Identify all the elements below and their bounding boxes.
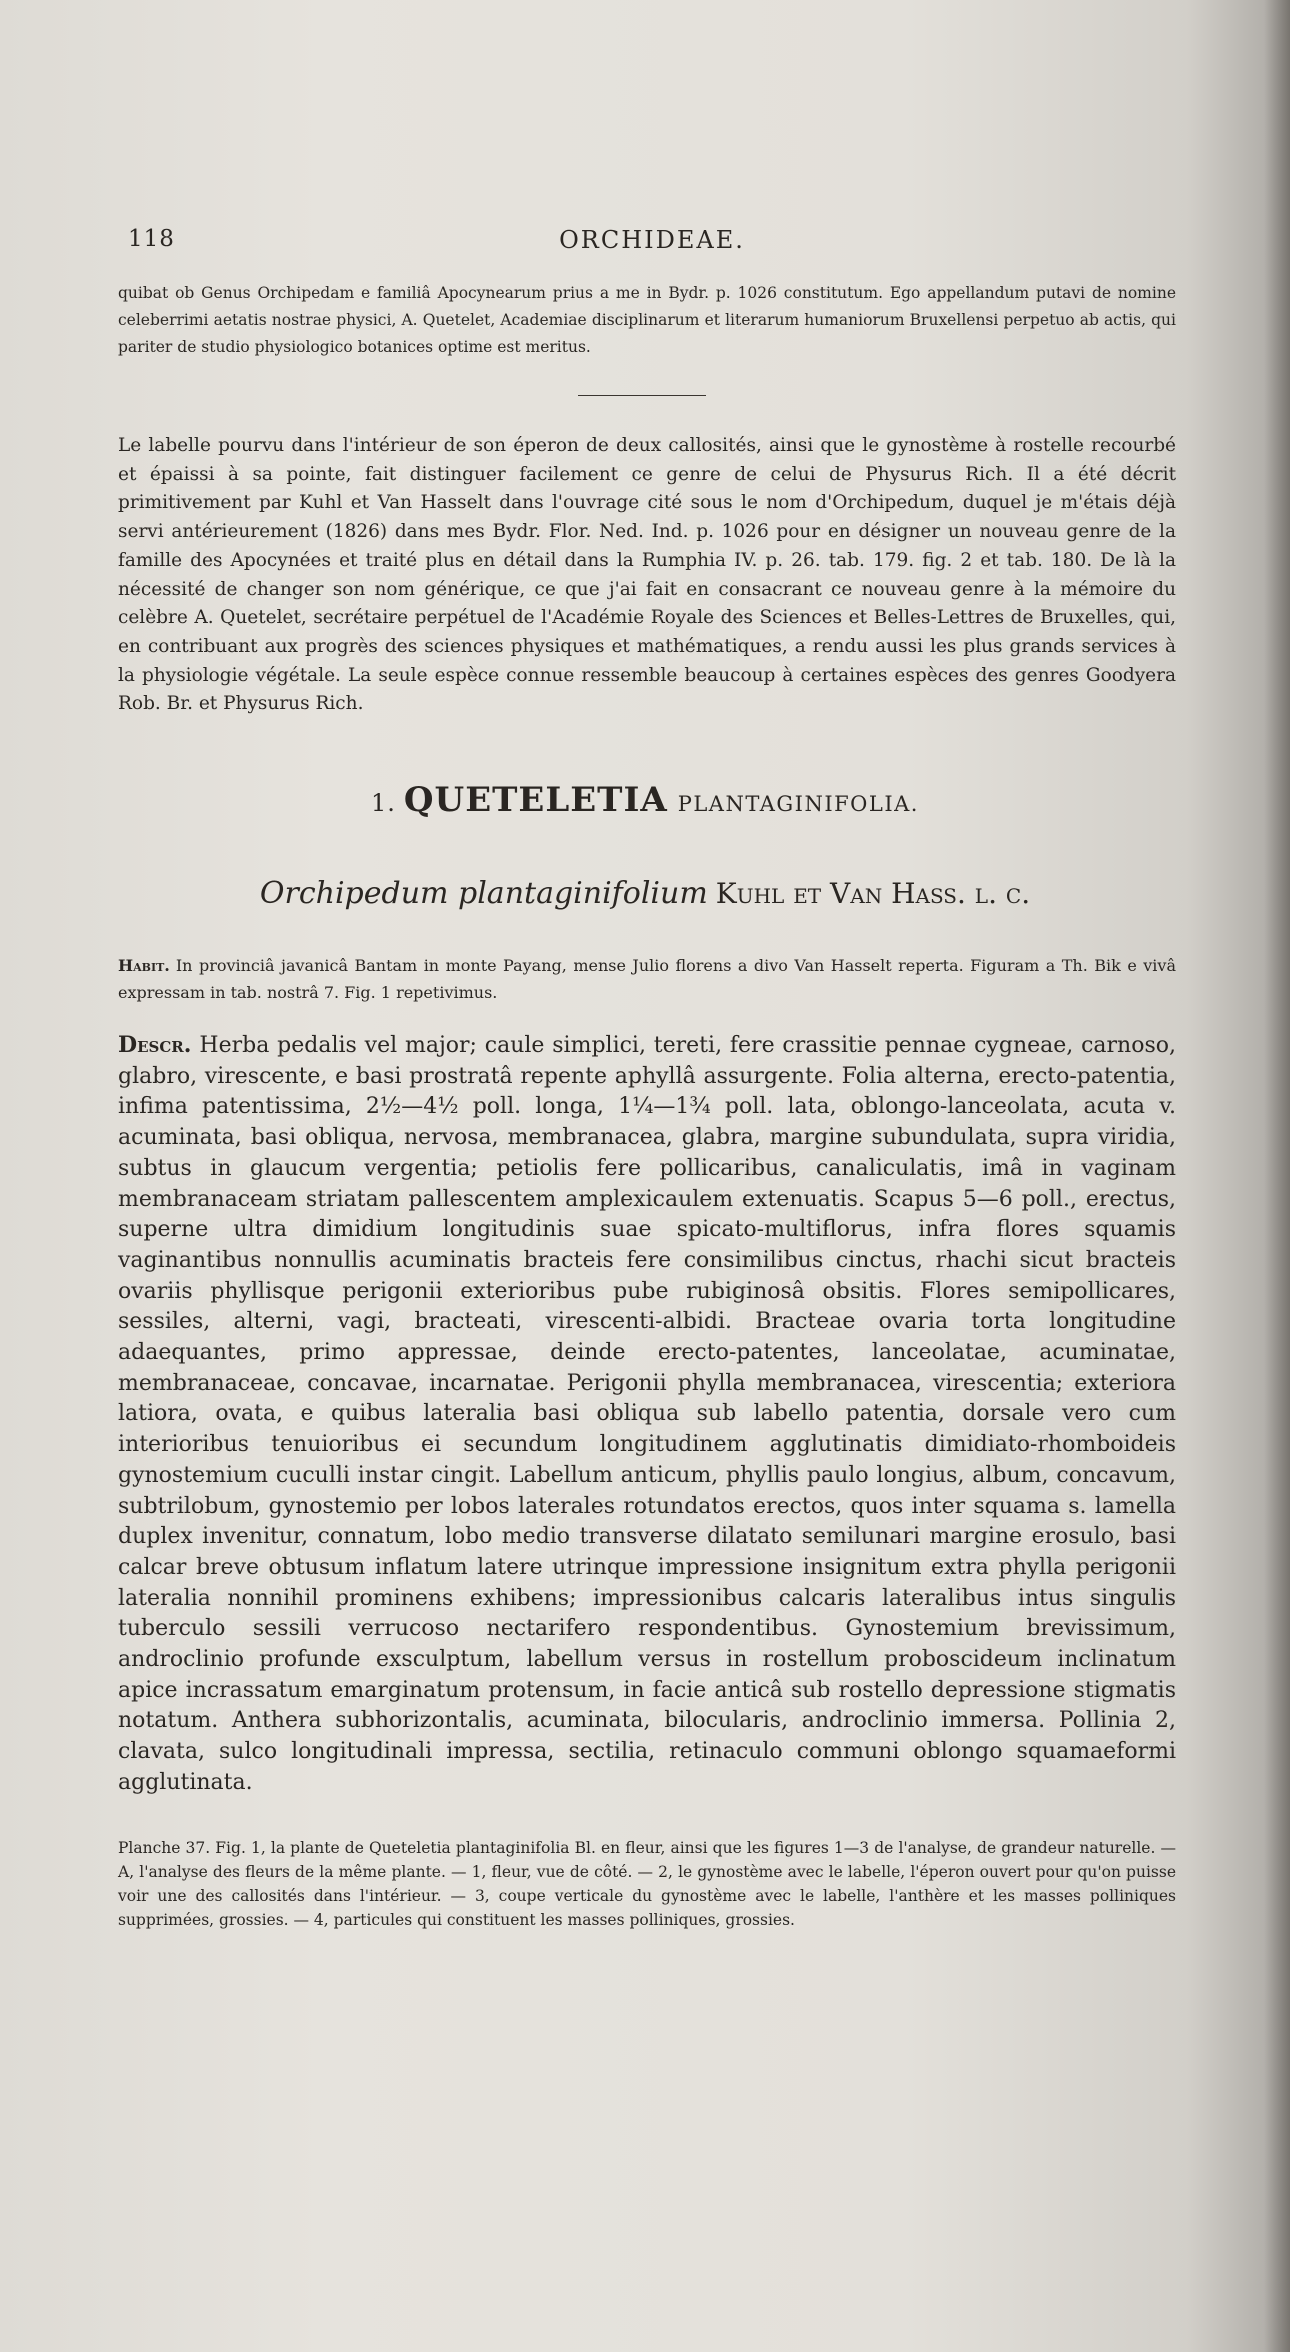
page-number: 118	[128, 226, 175, 252]
habit-label: Habit.	[118, 956, 170, 975]
species-epithet: PLANTAGINIFOLIA.	[677, 792, 919, 816]
habit-text: In provinciâ javanicâ Bantam in monte Payang, mense Julio florens a divo Van Hasselt reperta. Figuram a Th. Bik e vivâ expressam in tab. nostrâ 7. Fig. 1 repetivimus.	[118, 956, 1176, 1002]
latin-note-paragraph: quibat ob Genus Orchipedam e familiâ Apocynearum prius a me in Bydr. p. 1026 constitutum. Ego appellandum putavi de nomine celeberrimi aetatis nostrae physici, A. Quetelet, Academiae disciplinarum et literarum humaniorum Bruxellensi perpetuo ab actis, qui pariter de studio physiologico botanices optime est meritus.	[118, 284, 1176, 356]
section-divider	[578, 395, 706, 396]
synonym-authority: Kuhl et Van Hass. l. c.	[715, 877, 1031, 910]
description-paragraph	[118, 1030, 1176, 1799]
species-number: 1.	[371, 789, 396, 817]
plate-caption: Planche 37. Fig. 1, la plante de Queteletia plantaginifolia Bl. en fleur, ainsi que les figures 1—3 de l'analyse, de grandeur naturelle. — A, l'analyse des fleurs de la même plante. — 1, fleur, vue de côté. — 2, le gynostème avec le labelle, l'éperon ouvert pour qu'on puisse voir une des callosités dans l'intérieur. — 3, coupe verticale du gynostème avec le labelle, l'anthère et les masses polliniques supprimées, grossies. — 4, particules qui constituent les masses polliniques, grossies.	[118, 1839, 1176, 1929]
synonym-name: Orchipedum plantaginifolium	[259, 876, 708, 911]
habit-paragraph	[118, 952, 1176, 1006]
species-genus: QUETELETIA	[403, 780, 668, 820]
running-title: ORCHIDEAE.	[559, 226, 745, 254]
species-heading	[0, 780, 1290, 820]
description-text: Herba pedalis vel major; caule simplici, tereti, fere crassitie pennae cygneae, carnoso, glabro, virescente, e basi prostratâ repente aphyllâ assurgente. Folia alterna, erecto-patentia, infima patentissima, 2½—4½ poll. longa, 1¼—1¾ poll. lata, oblongo-lanceolata, acuta v. acuminata, basi obliqua, nervosa, membranacea, glabra, margine subundulata, supra viridia, subtus in glaucum vergentia; petiolis fere pollicaribus, canaliculatis, imâ in vaginam membranaceam striatam pallescentem amplexicaulem extenuatis. Scapus 5—6 poll., erectus, superne ultra dimidium longitudinis suae spicato-multiflorus, infra flores squamis vaginantibus nonnullis acuminatis bracteis fere consimilibus cinctus, rhachi sicut bracteis ovariis phyllisque perigonii exterioribus pube rubiginosâ obsitis. Flores semipollicares, sessiles, alterni, vagi, bracteati, virescenti-albidi. Bracteae ovaria torta longitudine adaequantes, primo appressae, deinde erecto-patentes, lanceolatae, acuminatae, membranaceae, concavae, incarnatae. Perigonii phylla membranacea, virescentia; exteriora latiora, ovata, e quibus lateralia basi obliqua sub labello patentia, dorsale vero cum interioribus tenuioribus ei secundum longitudinem agglutinatis dimidiato-rhomboideis gynostemium cuculli instar cingit. Labellum anticum, phyllis paulo longius, album, concavum, subtrilobum, gynostemio per lobos laterales rotundatos erectos, quos inter squama s. lamella duplex invenitur, connatum, lobo medio transverse dilatato semilunari margine erosulo, basi calcar breve obtusum inflatum latere utrinque impressione insignitum extra phylla perigonii lateralia nonnihil prominens exhibens; impressionibus calcaris lateralibus intus singulis tuberculo sessili verrucoso nectarifero respondentibus. Gynostemium brevissimum, androclinio profunde exsculptum, labellum versus in rostellum proboscideum inclinatum apice incrassatum emarginatum protensum, in facie anticâ sub rostello depressione stigmatis notatum. Anthera subhorizontalis, acuminata, bilocularis, androclinio immersa. Pollinia 2, clavata, sulco longitudinali impressa, sectilia, retinaculo communi oblongo squamaeformi agglutinata.	[118, 1033, 1176, 1795]
description-label: Descr.	[118, 1032, 192, 1058]
page-header	[128, 226, 1176, 266]
synonym-heading	[0, 876, 1290, 911]
french-paragraph: Le labelle pourvu dans l'intérieur de son éperon de deux callosités, ainsi que le gynostème à rostelle recourbé et épaissi à sa pointe, fait distinguer facilement ce genre de celui de Physurus Rich. Il a été décrit primitivement par Kuhl et Van Hasselt dans l'ouvrage cité sous le nom d'Orchipedum, duquel je m'étais déjà servi antérieurement (1826) dans mes Bydr. Flor. Ned. Ind. p. 1026 pour en désigner un nouveau genre de la famille des Apocynées et traité plus en détail dans la Rumphia IV. p. 26. tab. 179. fig. 2 et tab. 180. De là la nécessité de changer son nom générique, ce que j'ai fait en consacrant ce nouveau genre à la mémoire du celèbre A. Quetelet, secrétaire perpétuel de l'Académie Royale des Sciences et Belles-Lettres de Bruxelles, qui, en contribuant aux progrès des sciences physiques et mathématiques, a rendu aussi les plus grands services à la physiologie végétale. La seule espèce connue ressemble beaucoup à certaines espèces des genres Goodyera Rob. Br. et Physurus Rich.	[118, 435, 1176, 715]
